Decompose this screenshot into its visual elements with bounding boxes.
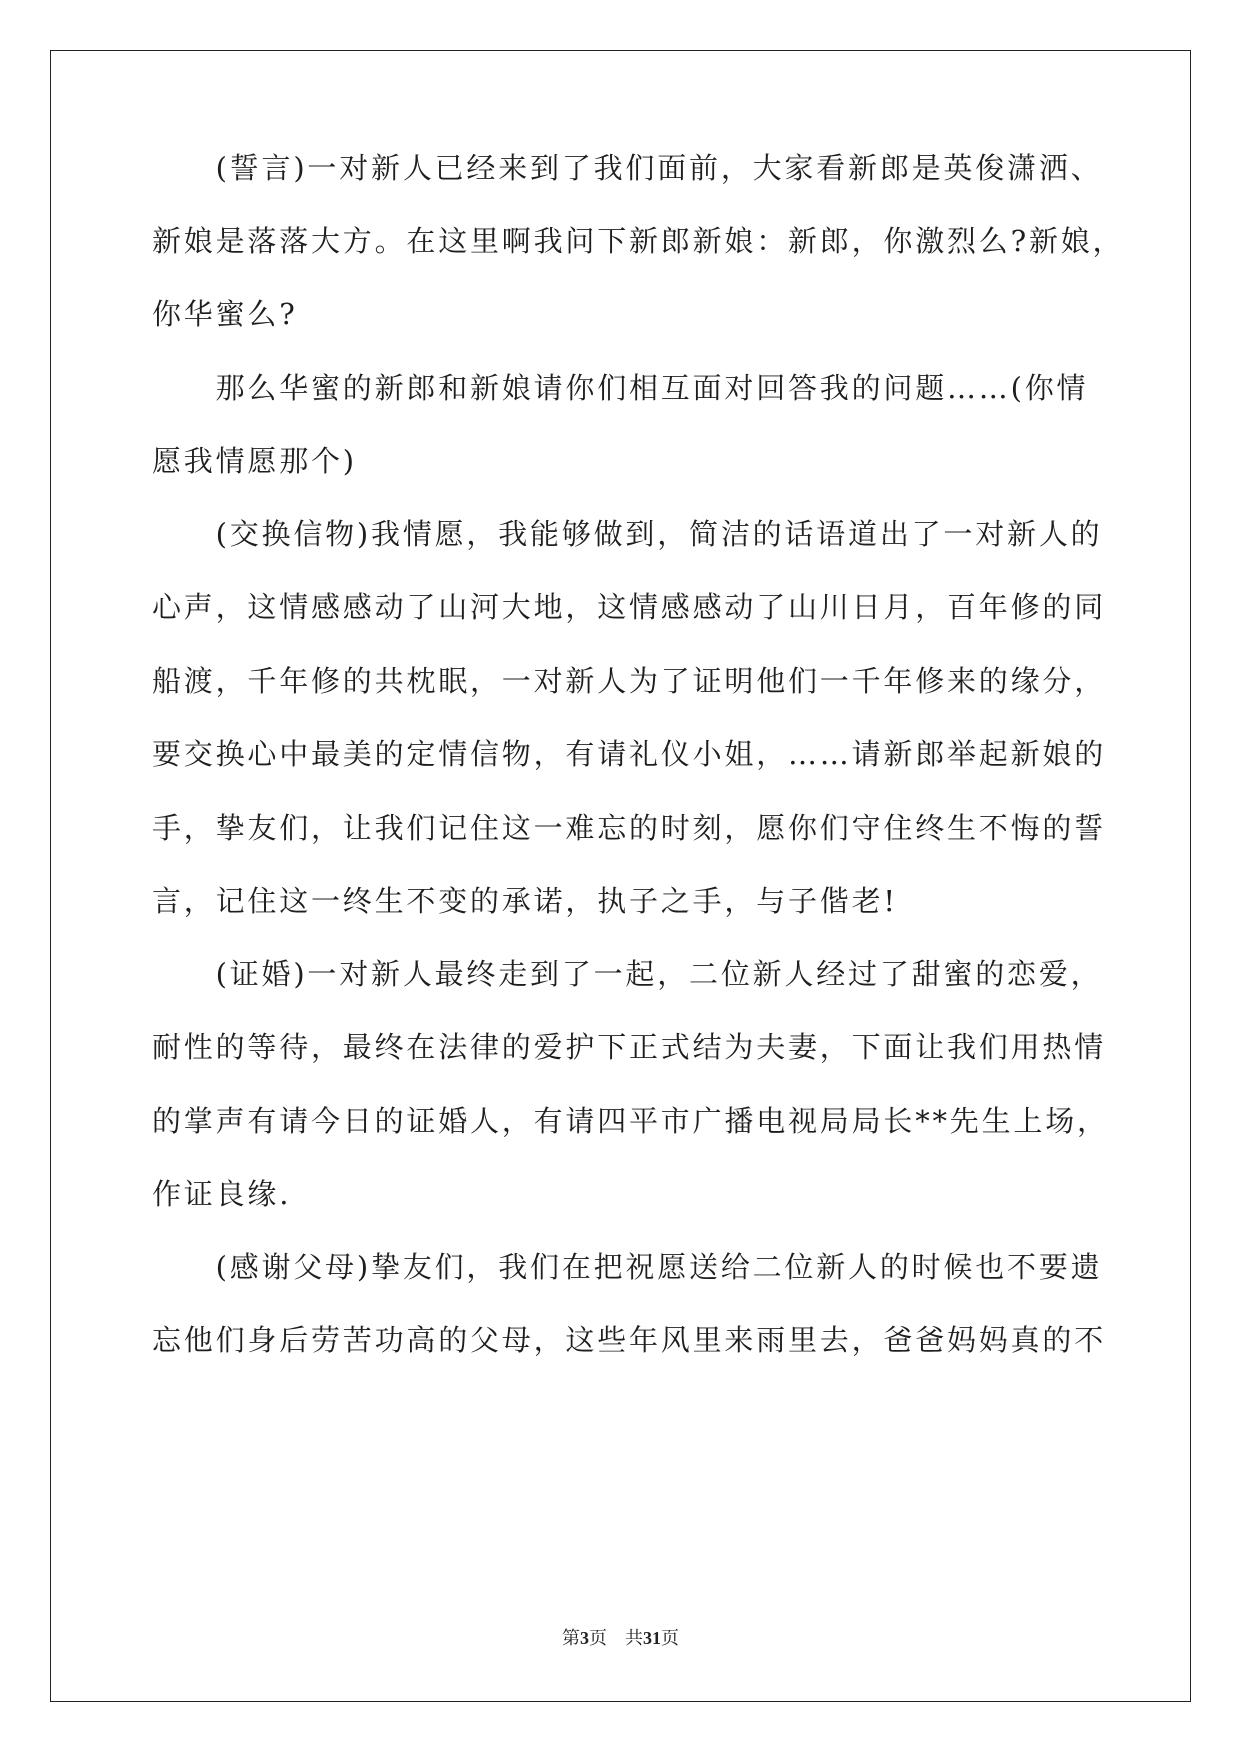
footer-prefix: 第 <box>562 1628 580 1648</box>
text-line: 要交换心中最美的定情信物，有请礼仪小姐，……请新郎举起新娘的 <box>152 737 1107 771</box>
current-page-number: 3 <box>580 1628 589 1648</box>
text-line: 心声，这情感感动了山河大地，这情感感动了山川日月，百年修的同 <box>152 590 1107 624</box>
text-line: 的掌声有请今日的证婚人，有请四平市广播电视局局长**先生上场， <box>152 1104 1109 1138</box>
text-line: 耐性的等待，最终在法律的爱护下正式结为夫妻，下面让我们用热情 <box>152 1030 1107 1064</box>
text-line: 船渡，千年修的共枕眠，一对新人为了证明他们一千年修来的缘分， <box>152 664 1107 698</box>
footer-mid: 页 共 <box>589 1628 643 1648</box>
text-line: 作证良缘. <box>152 1177 292 1211</box>
page-footer <box>0 1624 1241 1650</box>
text-line: 你华蜜么? <box>152 297 298 331</box>
text-line: 那么华蜜的新郎和新娘请你们相互面对回答我的问题……(你情 <box>152 371 1089 405</box>
text-line: 忘他们身后劳苦功高的父母，这些年风里来雨里去，爸爸妈妈真的不 <box>152 1323 1107 1357</box>
text-line: (证婚)一对新人最终走到了一起，二位新人经过了甜蜜的恋爱， <box>152 957 1103 991</box>
text-line: (誓言)一对新人已经来到了我们面前，大家看新郎是英俊潇洒、 <box>152 151 1103 185</box>
text-line: (交换信物)我情愿，我能够做到，简洁的话语道出了一对新人的 <box>152 517 1103 551</box>
text-line: (感谢父母)挚友们，我们在把祝愿送给二位新人的时候也不要遗 <box>152 1250 1103 1284</box>
text-line: 手，挚友们，让我们记住这一难忘的时刻，愿你们守住终生不悔的誓 <box>152 811 1107 845</box>
total-page-count: 31 <box>643 1628 661 1648</box>
text-line: 言，记住这一终生不变的承诺，执子之手，与子偕老! <box>152 884 898 918</box>
text-line: 新娘是落落大方。在这里啊我问下新郎新娘：新郎，你激烈么?新娘， <box>152 224 1125 258</box>
text-line: 愿我情愿那个) <box>152 444 357 478</box>
footer-suffix: 页 <box>661 1628 679 1648</box>
